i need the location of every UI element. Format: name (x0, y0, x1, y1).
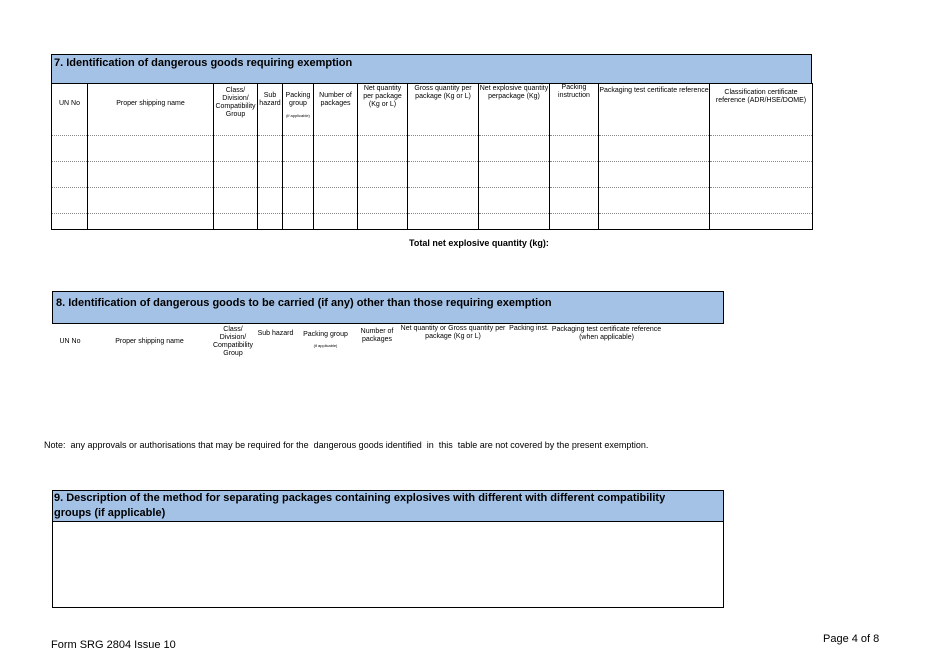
col-un-no: UN No (59, 338, 81, 345)
section-8-note: Note: any approvals or authorisations that may be required for the dangerous goods identified in this table are not covered by the present exemption. (44, 440, 649, 450)
col-proper-shipping-name: Proper shipping name (115, 338, 184, 345)
col-sub-hazard: Sub hazard (258, 83, 283, 135)
section-8-table (52, 324, 724, 364)
col-packing-instruction: Packing instruction (550, 83, 599, 135)
col-un-no: UN No (52, 83, 88, 135)
table-row (52, 187, 813, 213)
col-net-quantity: Net quantity per package (Kg or L) (358, 83, 408, 135)
col-classification-certificate: Classification certificate reference (ADR/HSE/DOME) (710, 83, 813, 135)
table-row (52, 135, 813, 161)
total-net-explosive-quantity-label: Total net explosive quantity (kg): (409, 238, 549, 248)
col-packing-group: Packing group (if applicable) (283, 83, 314, 135)
col-proper-shipping-name: Proper shipping name (88, 83, 214, 135)
table-row (52, 161, 813, 187)
section-9-text-area[interactable] (52, 521, 724, 608)
form-reference: Form SRG 2804 Issue 10 (51, 639, 176, 651)
col-number-of-packages: Number of packages (360, 328, 394, 343)
col-packaging-certificate: Packaging test certificate reference (599, 83, 710, 135)
col-packing-group: Packing group (if applicable) (303, 331, 348, 348)
col-net-or-gross-quantity: Net quantity or Gross quantity per package (Kg or L) (400, 325, 506, 340)
col-packing-inst: Packing inst. (509, 325, 549, 332)
col-net-explosive-quantity: Net explosive quantity perpackage (Kg) (479, 83, 550, 135)
col-class-division: Class/ Division/ Compatibility Group (212, 326, 254, 357)
section-8-title: 8. Identification of dangerous goods to be carried (if any) other than those requiring exemption (56, 297, 552, 309)
section-9-header (52, 490, 724, 522)
section-7-header-row (52, 83, 813, 135)
col-packaging-certificate: Packaging test certificate reference (when applicable) (551, 326, 662, 341)
col-number-of-packages: Number of packages (314, 83, 358, 135)
table-row (52, 213, 813, 229)
section-8-header (52, 291, 724, 324)
section-7-title: 7. Identification of dangerous goods requiring exemption (54, 57, 353, 69)
section-7-table (51, 83, 813, 230)
col-sub-hazard: Sub hazard (257, 330, 294, 337)
page-number: Page 4 of 8 (823, 633, 880, 645)
col-gross-quantity: Gross quantity per package (Kg or L) (408, 83, 479, 135)
col-class-division: Class/ Division/ Compatibility Group (214, 83, 258, 135)
section-9-title: 9. Description of the method for separating packages containing explosives with different with different compatibility groups (if applicable) (54, 492, 666, 519)
section-7-header (51, 54, 812, 84)
section-8-header-row (52, 324, 724, 364)
